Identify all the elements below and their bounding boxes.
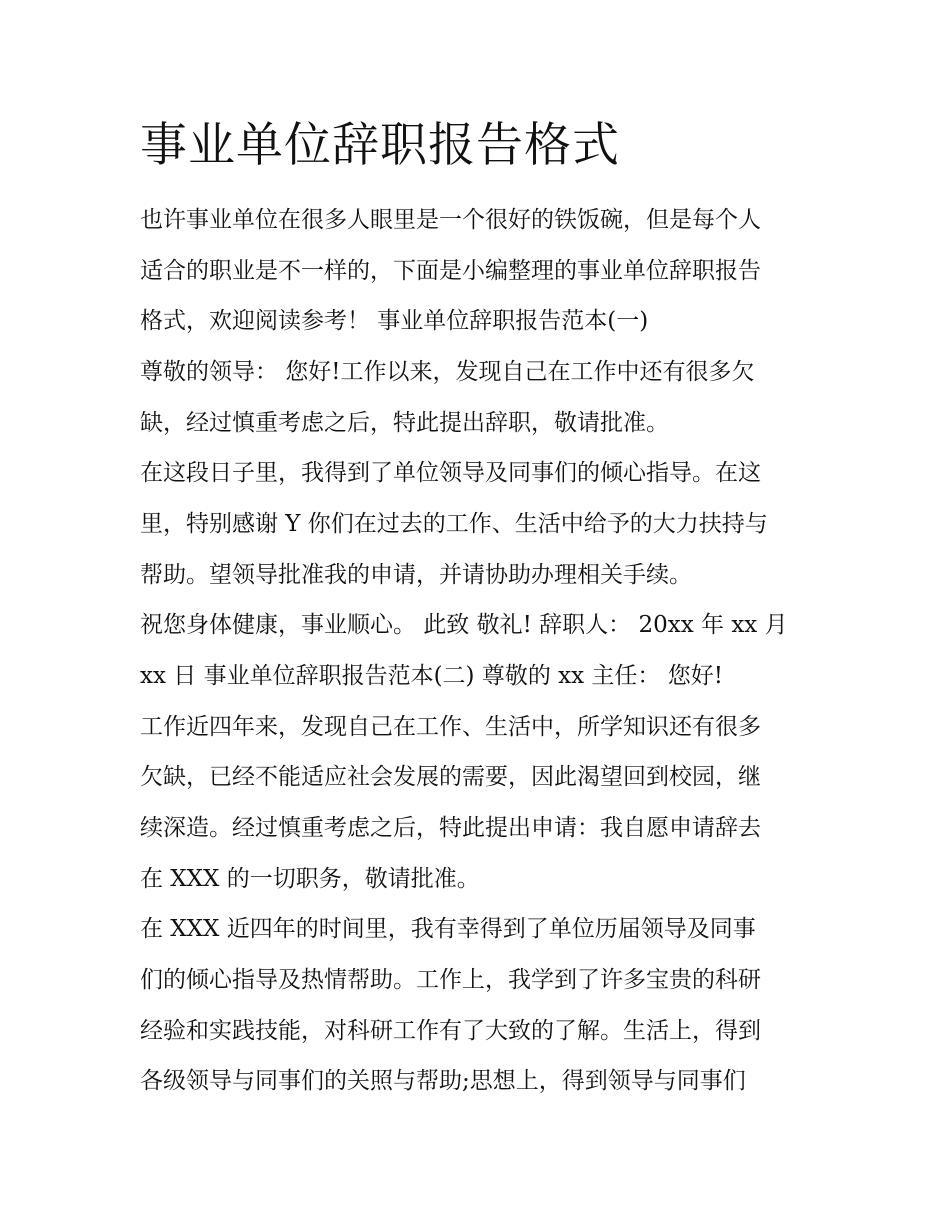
- text-line: 在 XXX 的一切职务，敬请批准。: [140, 866, 480, 892]
- text-line: 也许事业单位在很多人眼里是一个很好的铁饭碗，但是每个人: [140, 207, 761, 233]
- text-line: 各级领导与同事们的关照与帮助;思想上，得到领导与同事们: [140, 1068, 746, 1094]
- text-line: 经验和实践技能，对科研工作有了大致的了解。生活上，得到: [140, 1018, 761, 1044]
- text-line: 格式，欢迎阅读参考！ 事业单位辞职报告范本(一): [140, 308, 649, 334]
- text-line: 里，特别感谢 Y 你们在过去的工作、生活中给予的大力扶持与: [140, 511, 768, 537]
- text-line: 在 XXX 近四年的时间里，我有幸得到了单位历届领导及同事: [140, 916, 756, 942]
- text-line: 适合的职业是不一样的，下面是小编整理的事业单位辞职报告: [140, 258, 761, 284]
- text-line: 尊敬的领导： 您好!工作以来，发现自己在工作中还有很多欠: [140, 359, 755, 385]
- text-line: 祝您身体健康，事业顺心。 此致 敬礼! 辞职人： 20xx 年 xx 月: [140, 612, 788, 638]
- text-line: 欠缺，已经不能适应社会发展的需要，因此渴望回到校园，继: [140, 764, 761, 790]
- text-line: 缺，经过慎重考虑之后，特此提出辞职，敬请批准。: [140, 410, 669, 436]
- text-line: 在这段日子里，我得到了单位领导及同事们的倾心指导。在这: [140, 460, 761, 486]
- text-line: 们的倾心指导及热情帮助。工作上，我学到了许多宝贵的科研: [140, 967, 761, 993]
- text-line: 续深造。经过慎重考虑之后，特此提出申请：我自愿申请辞去: [140, 815, 761, 841]
- text-line: 帮助。望领导批准我的申请，并请协助办理相关手续。: [140, 562, 692, 588]
- text-line: 工作近四年来，发现自己在工作、生活中，所学知识还有很多: [140, 714, 761, 740]
- document-title: 事业单位辞职报告格式: [140, 118, 620, 173]
- text-line: xx 日 事业单位辞职报告范本(二) 尊敬的 xx 主任： 您好!: [140, 663, 723, 689]
